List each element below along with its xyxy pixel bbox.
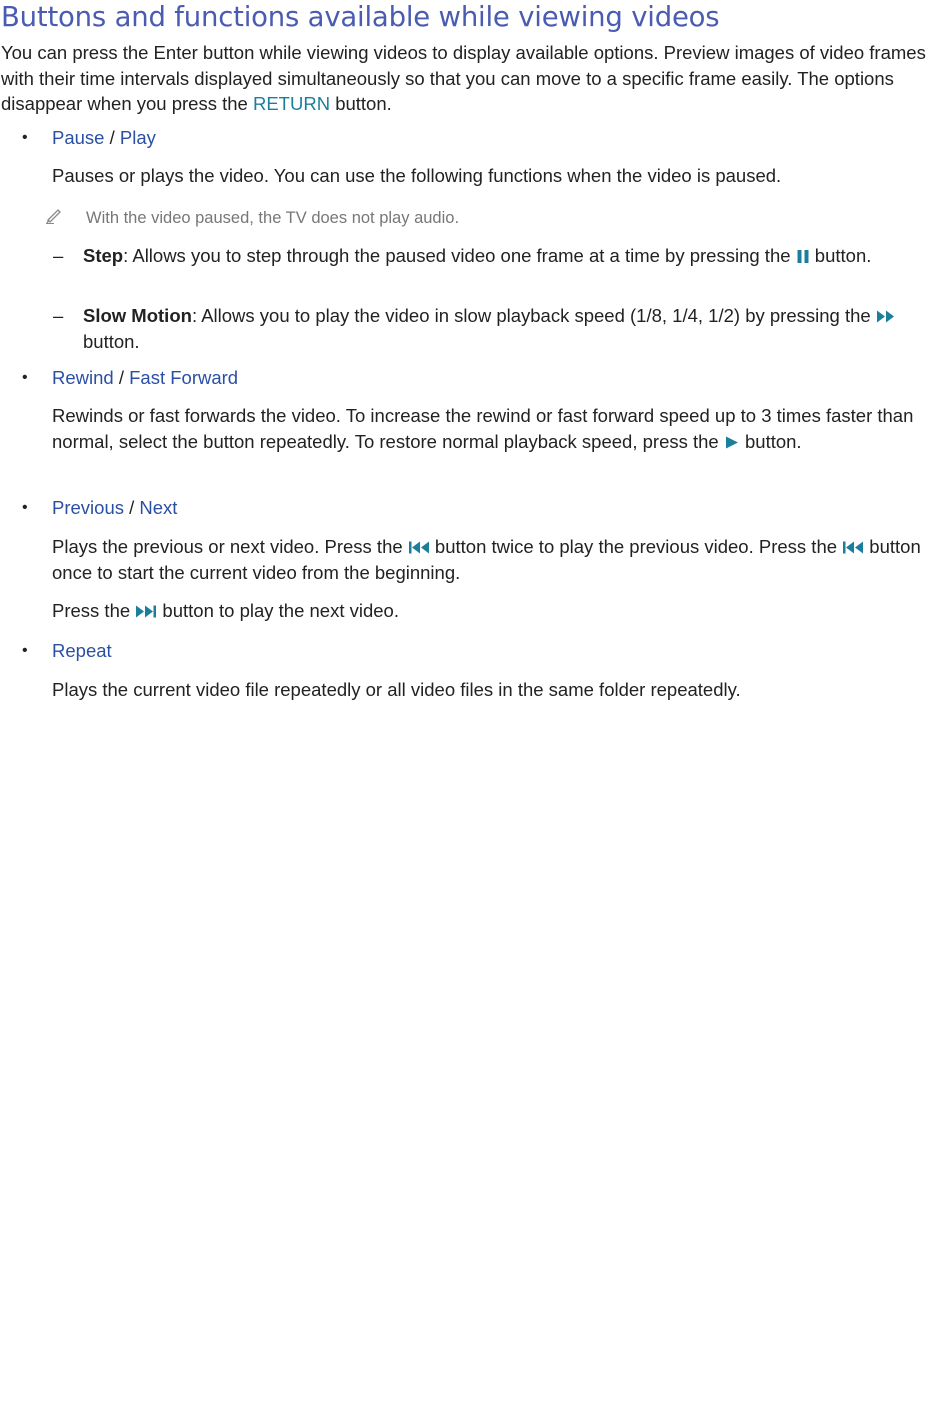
prev-text-mid: button twice to play the previous video. Press the — [429, 536, 843, 557]
step-text-before: : Allows you to step through the paused video one frame at a time by pressing the — [123, 245, 796, 266]
rewind-text-before: Rewinds or fast forwards the video. To increase the rewind or fast forward speed up to 3 times faster than normal, select the button repeatedly. To restore normal playback speed, press the — [52, 405, 914, 452]
title-separator: / — [123, 497, 140, 518]
keyword-rewind: Rewind — [52, 367, 114, 388]
slow-motion-text-before: : Allows you to play the video in slow playback speed (1/8, 1/4, 1/2) by pressing the — [191, 305, 876, 326]
note-pencil-icon — [44, 205, 64, 225]
item-title-rewind-ff — [52, 366, 238, 390]
pause-play-description: Pauses or plays the video. You can use the following functions when the video is paused. — [52, 165, 782, 186]
intro-paragraph — [1, 40, 926, 117]
item-title-repeat — [52, 639, 112, 663]
slow-motion-text-after: button. — [83, 330, 140, 352]
keyword-next: Next — [139, 497, 178, 518]
skip-previous-icon — [408, 540, 430, 555]
next-description — [52, 598, 927, 624]
prev-text-before: Plays the previous or next video. Press the — [52, 536, 408, 557]
play-icon — [724, 435, 740, 450]
rewind-ff-description — [52, 403, 927, 454]
title-separator: / — [113, 367, 130, 388]
item-title-previous-next — [52, 496, 177, 520]
step-label: Step — [83, 245, 124, 266]
step-text-after: button. — [809, 245, 872, 266]
keyword-play: Play — [119, 127, 156, 148]
keyword-previous: Previous — [52, 497, 124, 518]
keyword-pause: Pause — [52, 127, 105, 148]
title-separator: / — [104, 127, 120, 148]
intro-text-before: You can press the Enter button while viewing videos to display available options. Preview images of video frames with their time intervals displayed simultaneously so that you can move to a specific frame easily. The options disappear when you press the — [1, 42, 926, 115]
fast-forward-icon — [876, 309, 896, 324]
pause-icon — [796, 249, 810, 264]
bullet-rewind-ff: • — [22, 369, 28, 386]
skip-next-icon — [135, 604, 157, 619]
next-text-after: button to play the next video. — [157, 600, 399, 621]
page-title: Buttons and functions available while viewing videos — [1, 1, 720, 33]
rewind-text-after: button. — [739, 430, 802, 452]
bullet-previous-next: • — [22, 499, 28, 516]
bullet-repeat: • — [22, 642, 28, 659]
dash-marker-step: – — [53, 245, 64, 266]
sub-item-step — [83, 243, 928, 269]
bullet-pause-play: • — [22, 129, 28, 146]
intro-text-after: button. — [330, 93, 392, 115]
dash-marker-slow-motion: – — [53, 305, 64, 326]
keyword-repeat: Repeat — [52, 640, 112, 661]
slow-motion-label: Slow Motion — [83, 305, 192, 326]
previous-next-description — [52, 534, 927, 585]
keyword-fast-forward: Fast Forward — [129, 367, 239, 388]
item-title-pause-play — [52, 126, 156, 150]
skip-previous-icon — [842, 540, 864, 555]
note-text: With the video paused, the TV does not play audio. — [86, 209, 460, 227]
prev-text-after: button once to start the current video from the beginning. — [52, 536, 921, 583]
return-keyword: RETURN — [252, 93, 331, 115]
sub-item-slow-motion — [83, 303, 928, 354]
repeat-description: Plays the current video file repeatedly or all video files in the same folder repeatedly. — [52, 679, 741, 700]
next-text-before: Press the — [52, 600, 136, 621]
